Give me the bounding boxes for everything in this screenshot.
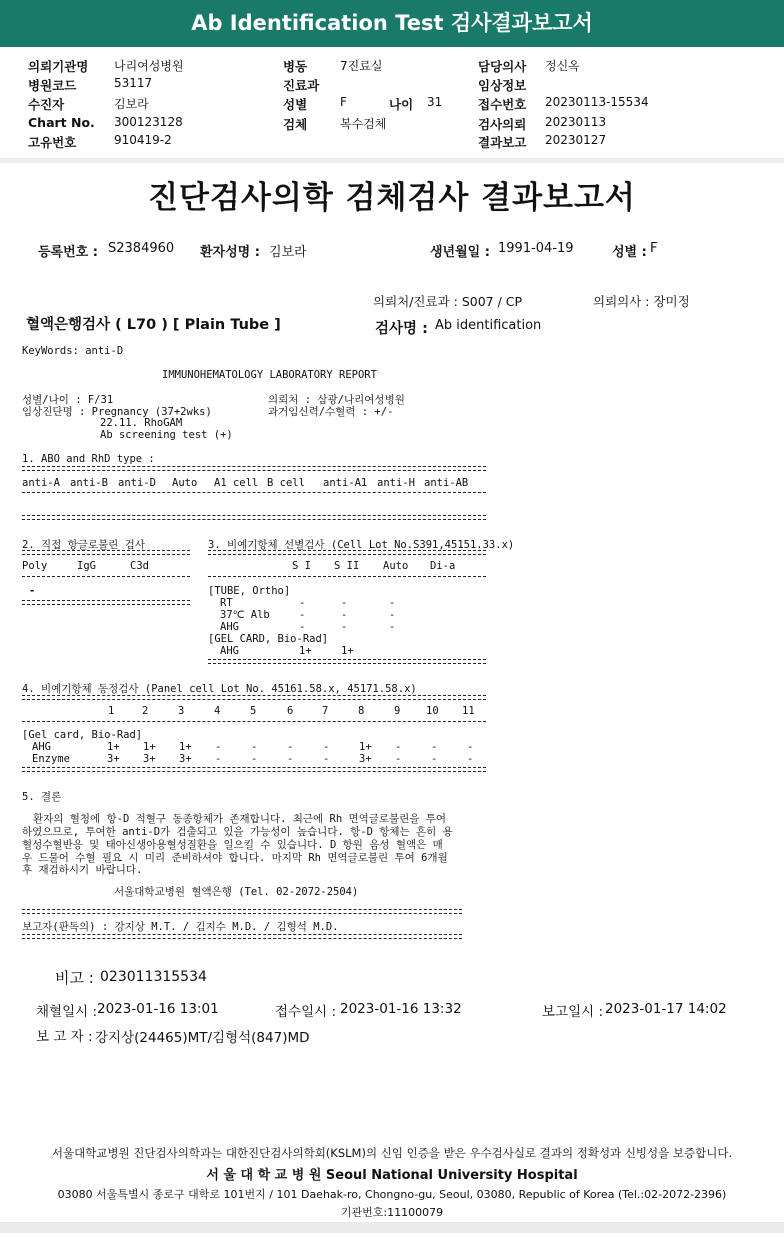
requester-line: 의뢰처 : 삼광/나리여성병원 [268,394,405,406]
label-age: 나이 [389,97,414,112]
s4-cell: 3+ [143,753,156,765]
value-patient-name: 김보라 [269,245,307,260]
label-attending: 담당의사 [478,59,527,74]
divider [22,550,190,555]
s3-cell: - [299,621,306,633]
value-sex: F [340,95,347,109]
label-unique-no: 고유번호 [28,135,77,150]
value-registration-no: S2384960 [108,241,175,256]
panel-cell-number: 3 [178,705,185,717]
value-reporter: 강지상(24465)MT/김형석(847)MD [95,1030,310,1046]
value-collection-time: 2023-01-16 13:01 [97,1001,219,1017]
s4-cell: - [215,753,222,765]
institution-code: 기관번호:11100079 [340,1206,444,1219]
s3-cell: - [389,621,396,633]
s1-header: anti-A [22,477,60,489]
label-receipt-time: 접수일시 : [275,1004,337,1020]
label-exam-name: 검사명 : [375,321,428,337]
s4-cell: 1+ [179,741,192,753]
value-requesting-institution: 나리여성병원 [114,59,184,73]
value-hospital-code: 53117 [114,76,153,90]
label-specimen: 검체 [283,117,308,132]
rhogam-line: 22.11. RhoGAM [100,417,183,429]
s4-row-label: AHG [32,741,51,753]
s4-cell: - [395,753,402,765]
s4-cell: 1+ [107,741,120,753]
screening-line: Ab screening test (+) [100,429,233,441]
label-collection-time: 채혈일시 : [36,1004,98,1020]
s3-header: Di-a [430,560,456,572]
label-patient: 수진자 [28,97,65,112]
s4-cell: 3+ [359,753,372,765]
divider [22,909,462,914]
s1-header: anti-AB [424,477,469,489]
value-attending: 정신옥 [545,59,580,73]
s4-cell: 1+ [143,741,156,753]
history-line: 과거임신력/수혈력 : +/- [268,406,394,418]
s3-header: Auto [383,560,409,572]
divider [22,600,190,605]
divider [22,767,486,772]
section5-title: 5. 결론 [22,791,62,803]
section4-title: 4. 비예기항체 동정검사 (Panel cell Lot No. 45161.58.x, 45171.58.x) [22,683,417,695]
panel-cell-number: 7 [322,705,329,717]
divider [22,466,486,471]
divider [22,492,486,493]
label-receipt-no: 접수번호 [478,97,527,112]
panel-cell-number: 4 [214,705,221,717]
s1-header: A1 cell [214,477,259,489]
panel-cell-number: 2 [142,705,149,717]
divider [22,721,486,722]
divider [208,659,486,664]
value-test-request: 20230113 [545,115,607,129]
gel-card-method: [Gel card, Bio-Rad] [22,729,143,741]
s1-header: anti-A1 [323,477,368,489]
value-receipt-time: 2023-01-16 13:32 [340,1001,462,1017]
label-note: 비고 : [55,969,94,987]
s1-header: B cell [267,477,305,489]
panel-cell-number: 9 [394,705,401,717]
s4-cell: - [251,753,258,765]
s1-header: anti-B [70,477,108,489]
label-department: 진료과 [283,78,320,93]
label-chart-no: Chart No. [28,115,95,130]
s3-cell: - [341,597,348,609]
divider [0,158,784,163]
s1-header: anti-D [118,477,156,489]
s3-row-label: 37℃ Alb [220,609,270,621]
s4-cell: - [287,753,294,765]
value-note: 023011315534 [100,969,207,985]
label-result-report: 결과보고 [478,135,527,150]
diagnosis-line: 임상진단명 : Pregnancy (37+2wks) [22,406,212,418]
s4-cell: 3+ [179,753,192,765]
s3-row-label: AHG [220,621,239,633]
s1-header: anti-H [377,477,415,489]
s3-cell: 1+ [341,645,354,657]
report-title: 진단검사의학 검체검사 결과보고서 [148,180,636,216]
divider [22,576,190,577]
value-specimen: 복수검체 [340,117,387,131]
conclusion-line: 환자의 혈청에 항-D 적혈구 동종항체가 존재합니다. 최근에 Rh 면역글로불린을 투여 [33,813,447,825]
label-clinical-info: 임상정보 [478,78,527,93]
value-report-time: 2023-01-17 14:02 [605,1001,727,1017]
s4-cell: - [467,753,474,765]
value-unique-no: 910419-2 [114,133,172,147]
conclusion-line: 우 드물어 수혈 필요 시 미리 준비하셔야 합니다. 마지막 Rh 면역글로불린 투여 6개월 [22,852,448,864]
s3-cell: - [299,597,306,609]
label-report-sex: 성별 : [612,245,647,260]
hospital-name: 서 울 대 학 교 병 원 Seoul National University Hospital [206,1168,578,1183]
s2-header: Poly [22,560,48,572]
s3-cell: - [341,609,348,621]
requesting-department: 의뢰처/진료과 : S007 / CP [373,294,523,309]
panel-cell-number: 1 [108,705,115,717]
label-sex: 성별 [283,97,308,112]
hospital-address: 03080 서울특별시 종로구 대학로 101번지 / 101 Daehak-ro, Chongno-gu, Seoul, 03080, Republic of Korea (Tel.:02-2072-2396) [57,1188,727,1201]
panel-cell-number: 8 [358,705,365,717]
reporters-line: 보고자(판독의) : 강지상 M.T. / 김지수 M.D. / 김형석 M.D. [22,921,339,933]
s4-cell: - [395,741,402,753]
conclusion-line: 후 재검하시기 바랍니다. [22,864,143,876]
s1-header: Auto [172,477,198,489]
conclusion-line: 혈성수혈반응 및 태아신생아용혈성질환을 일으킬 수 있습니다. D 항원 음성 혈액은 매 [22,839,443,851]
s3-cell: - [341,621,348,633]
s3-cell: 1+ [299,645,312,657]
lab-heading: IMMUNOHEMATOLOGY LABORATORY REPORT [162,369,377,381]
dat-result: - [29,585,36,597]
panel-cell-number: 10 [426,705,439,717]
s4-cell: - [431,753,438,765]
s4-cell: - [431,741,438,753]
s4-cell: - [215,741,222,753]
s4-cell: 3+ [107,753,120,765]
s4-cell: - [323,753,330,765]
gel-method: [GEL CARD, Bio-Rad] [208,633,329,645]
s4-cell: 1+ [359,741,372,753]
s3-header: S II [334,560,360,572]
s4-cell: - [323,741,330,753]
label-hospital-code: 병원코드 [28,78,77,93]
value-age: 31 [427,95,443,109]
s3-row-label: AHG [220,645,239,657]
value-birth-date: 1991-04-19 [498,241,574,256]
s3-row-label: RT [220,597,233,609]
s4-row-label: Enzyme [32,753,70,765]
divider [22,515,486,520]
value-patient: 김보라 [114,97,149,111]
s4-cell: - [251,741,258,753]
section2-title: 2. 직접 항글로불린 검사 [22,539,145,551]
bottom-bar [0,1222,784,1233]
section3-title: 3. 비예기항체 선별검사 (Cell Lot No.S391,45151.33.x) [208,539,515,551]
requesting-doctor: 의뢰의사 : 장미정 [593,294,690,309]
tube-method: [TUBE, Ortho] [208,585,291,597]
value-chart-no: 300123128 [114,115,183,129]
label-birth-date: 생년월일 : [430,245,490,260]
s2-header: C3d [130,560,149,572]
s4-cell: - [287,741,294,753]
s2-header: IgG [77,560,96,572]
panel-cell-number: 5 [250,705,257,717]
test-name: 혈액은행검사 ( L70 ) [ Plain Tube ] [26,317,281,333]
s4-cell: - [467,741,474,753]
s3-cell: - [299,609,306,621]
label-report-time: 보고일시 : [542,1004,604,1020]
panel-cell-number: 6 [287,705,294,717]
value-exam-name: Ab identification [435,318,542,333]
value-result-report: 20230127 [545,133,607,147]
divider [208,576,486,577]
label-patient-name: 환자성명 : [200,245,260,260]
value-receipt-no: 20230113-15534 [545,95,649,109]
label-reporter: 보 고 자 : [36,1029,93,1045]
divider [22,695,486,700]
keywords: KeyWords: anti-D [22,345,124,357]
conclusion-line: 하였으므로, 투여한 anti-D가 검출되고 있을 가능성이 높습니다. 항-D 항체는 흔히 용 [22,826,453,838]
s3-header: S I [292,560,311,572]
label-test-request: 검사의뢰 [478,117,527,132]
label-ward: 병동 [283,59,308,74]
divider [22,934,462,939]
value-report-sex: F [650,241,658,256]
label-requesting-institution: 의뢰기관명 [28,59,89,74]
certification-text: 서울대학교병원 진단검사의학과는 대한진단검사의학회(KSLM)의 신임 인증을 받은 우수검사실로 결과의 정확성과 신빙성을 보증합니다. [51,1146,733,1160]
panel-cell-number: 11 [462,705,475,717]
report-banner-title: Ab Identification Test 검사결과보고서 [191,11,593,35]
s3-cell: - [389,609,396,621]
label-registration-no: 등록번호 : [38,245,98,260]
sex-age-line: 성별/나이 : F/31 [22,394,114,406]
divider [208,550,486,555]
section1-title: 1. ABO and RhD type : [22,453,155,465]
s3-cell: - [389,597,396,609]
value-ward: 7진료실 [340,59,383,73]
blood-bank-contact: 서울대학교병원 혈액은행 (Tel. 02-2072-2504) [114,886,359,898]
